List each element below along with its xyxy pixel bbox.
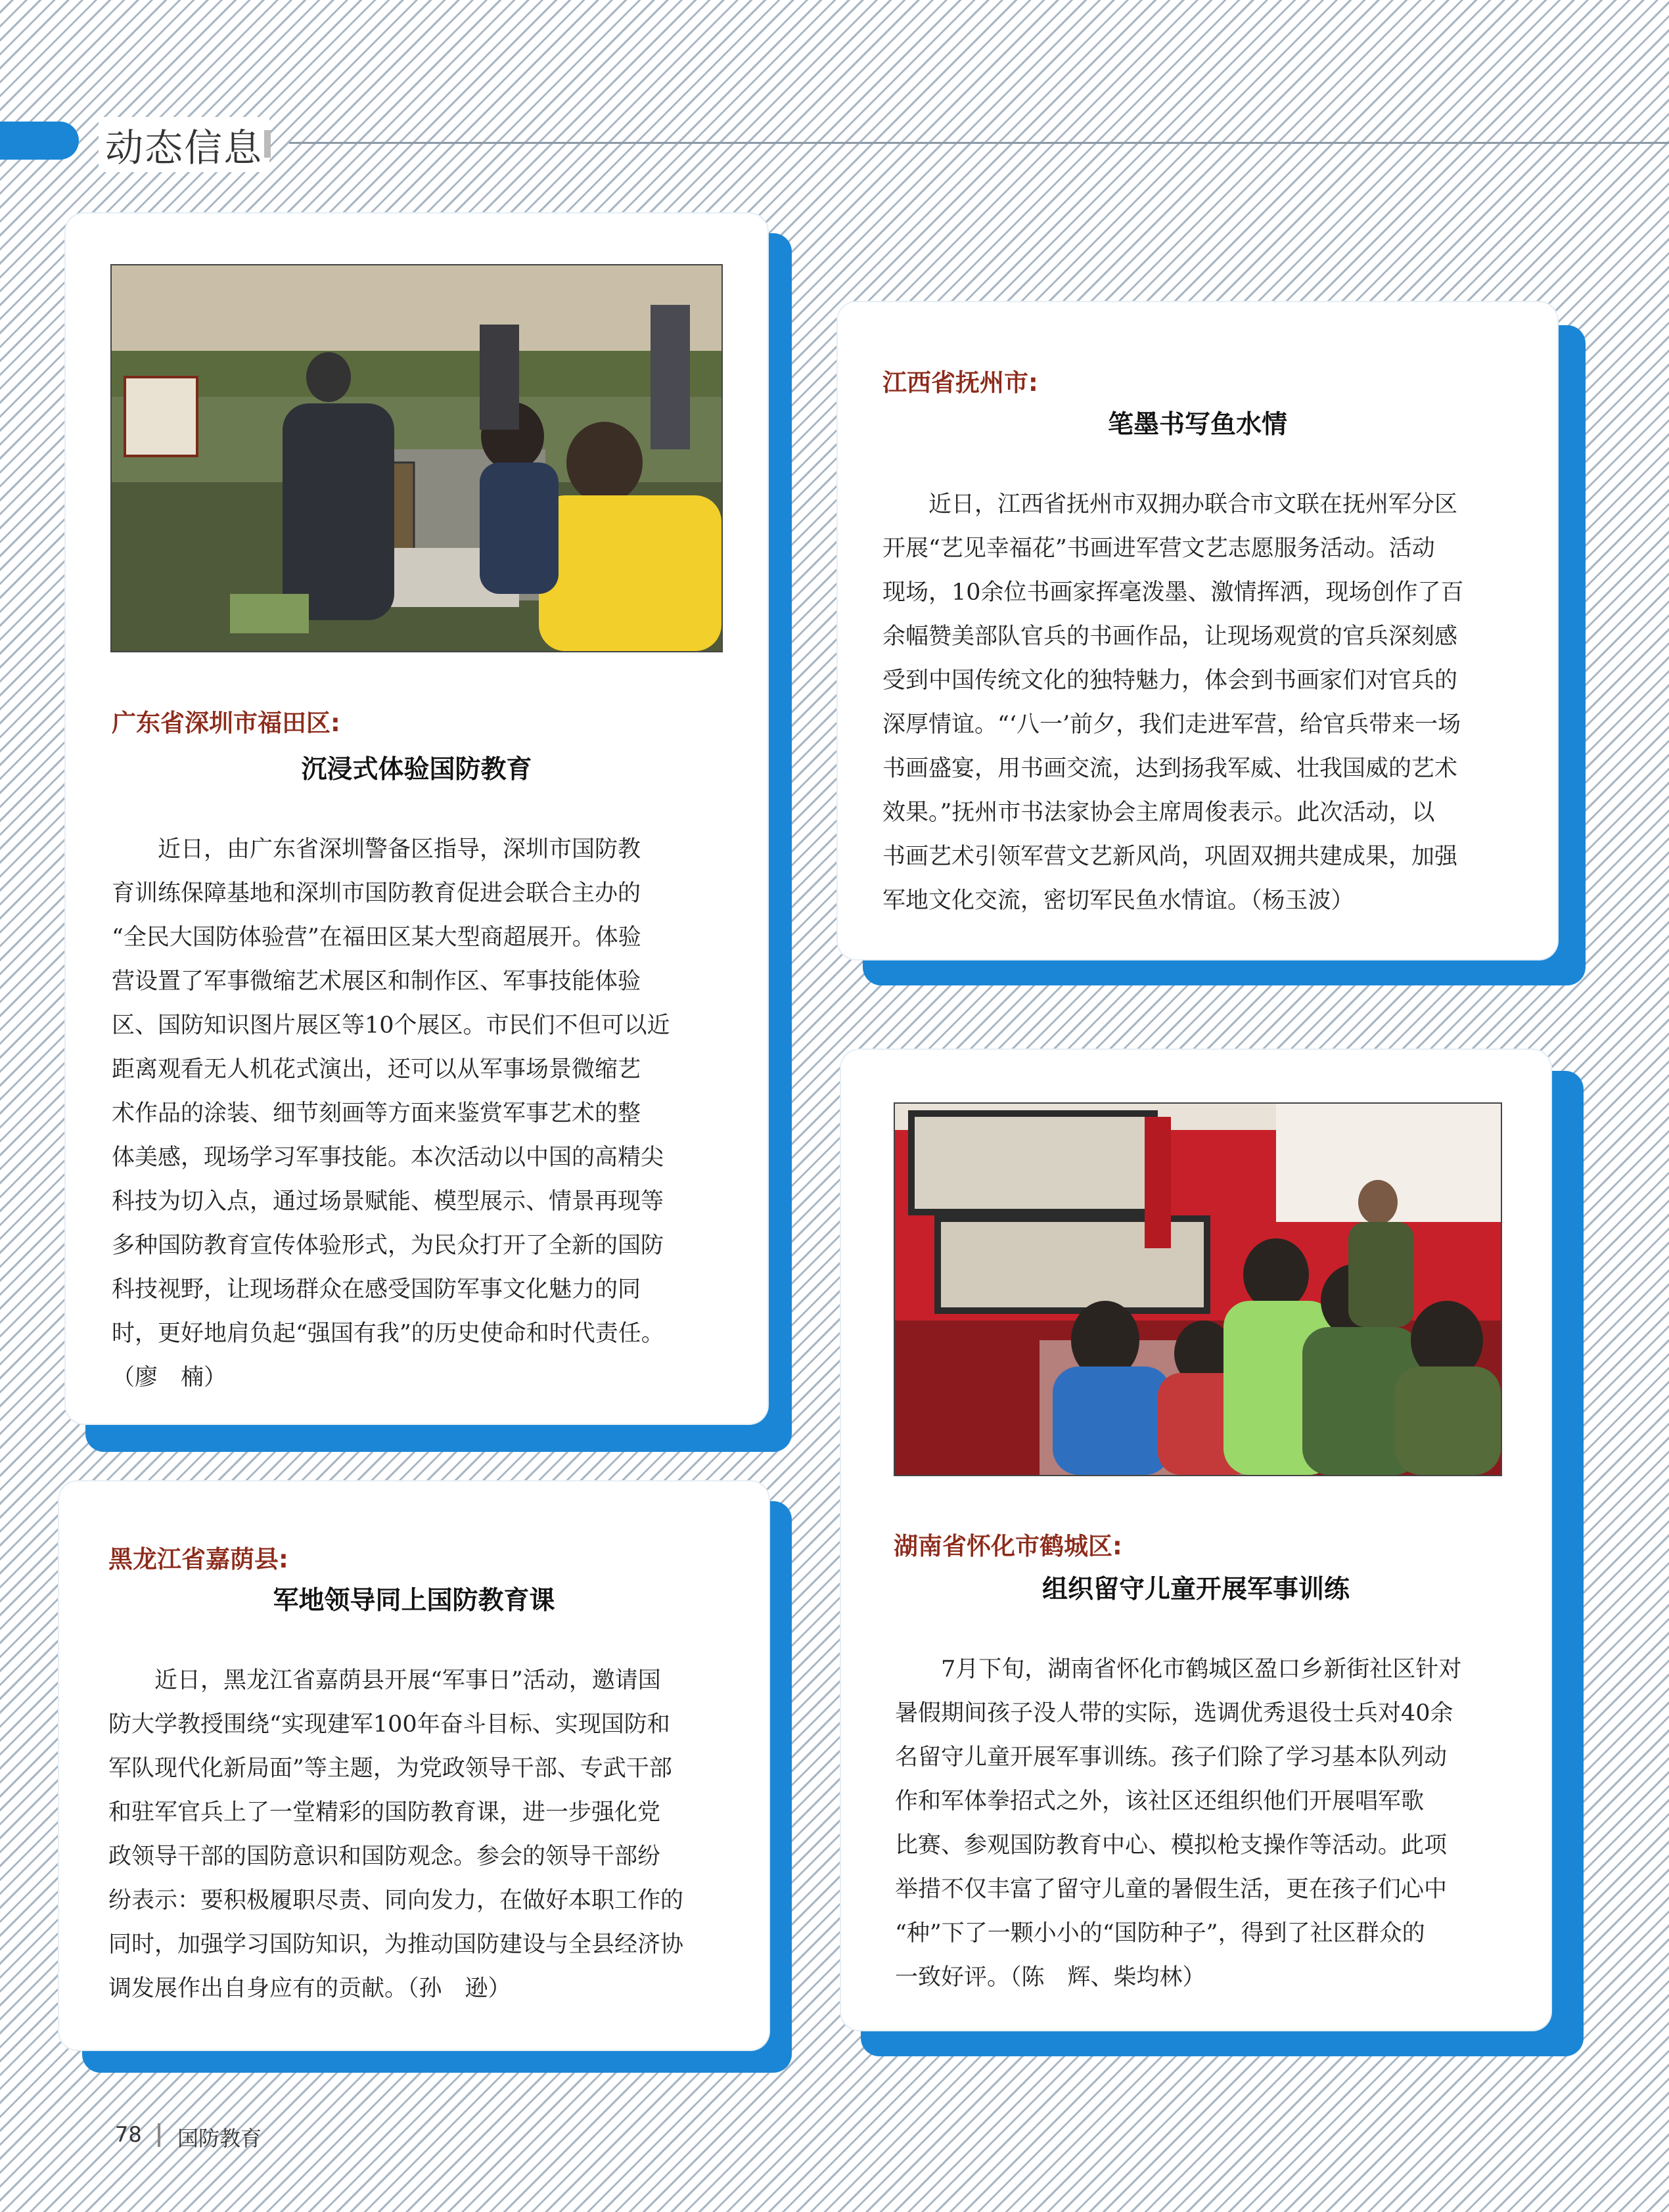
body-line: 举措不仅丰富了留守儿童的暑假生活，更在孩子们心中: [895, 1876, 1448, 1903]
body-line: 效果。”抚州市书法家协会主席周俊表示。此次活动，以: [882, 800, 1435, 826]
body-line: 营设置了军事微缩艺术展区和制作区、军事技能体验: [112, 968, 641, 995]
body-line: 多种国防教育宣传体验形式，为民众打开了全新的国防: [112, 1232, 664, 1259]
body-line: 作和军体拳招式之外，该社区还组织他们开展唱军歌: [895, 1788, 1425, 1815]
article-headline: 军地领导同上国防教育课: [273, 1586, 555, 1615]
photo-illustration: [895, 1104, 1501, 1475]
body-line: 名留守儿童开展军事训练。孩子们除了学习基本队列动: [895, 1744, 1448, 1771]
body-line: 和驻军官兵上了一堂精彩的国防教育课，进一步强化党: [108, 1799, 661, 1826]
body-line: 区、国防知识图片展区等10个展区。市民们不但可以近: [112, 1012, 670, 1039]
article-byline: （廖 楠）: [112, 1365, 227, 1391]
article-body: [112, 828, 723, 1400]
body-line: 书画艺术引领军营文艺新风尚，巩固双拥共建成果，加强: [882, 844, 1458, 870]
body-line: 体美感，现场学习军事技能。本次活动以中国的高精尖: [112, 1144, 664, 1171]
article-body: [882, 483, 1517, 923]
body-line: 开展“艺见幸福花”书画进军营文艺志愿服务活动。活动: [882, 535, 1435, 562]
body-line: 7月下旬，湖南省怀化市鹤城区盈口乡新街社区针对: [895, 1656, 1462, 1682]
body-line: “种”下了一颗小小的“国防种子”，得到了社区群众的: [895, 1920, 1425, 1947]
body-line: 近日，江西省抚州市双拥办联合市文联在抚州军分区: [882, 491, 1458, 518]
body-line: 受到中国传统文化的独特魅力，体会到书画家们对官兵的: [882, 667, 1458, 694]
body-line: 防大学教授围绕“实现建军100年奋斗目标、实现国防和: [108, 1711, 670, 1738]
body-line: 近日，黑龙江省嘉荫县开展“军事日”活动，邀请国: [108, 1667, 661, 1694]
title-divider: [264, 130, 271, 158]
article-headline: 笔墨书写鱼水情: [1107, 410, 1287, 440]
footer-divider: [158, 2123, 160, 2147]
body-line: 纷表示：要积极履职尽责、同向发力，在做好本职工作的: [108, 1887, 684, 1914]
body-line: 余幅赞美部队官兵的书画作品，让现场观赏的官兵深刻感: [882, 623, 1458, 650]
body-line: 近日，由广东省深圳警备区指导，深圳市国防教: [112, 836, 641, 863]
article-body: [895, 1648, 1503, 2000]
header-rule: [289, 142, 1669, 144]
body-line: 军队现代化新局面”等主题，为党政领导干部、专武干部: [108, 1755, 672, 1782]
body-line: 科技视野，让现场群众在感受国防军事文化魅力的同: [112, 1276, 641, 1303]
section-header-bar: [0, 122, 79, 160]
body-line: 比赛、参观国防教育中心、模拟枪支操作等活动。此项: [895, 1832, 1448, 1859]
body-line: 暑假期间孩子没人带的实际，选调优秀退役士兵对40余: [895, 1700, 1453, 1727]
body-line: 深厚情谊。“‘八一’前夕，我们走进军营，给官兵带来一场: [882, 711, 1461, 738]
body-line: 政领导干部的国防意识和国防观念。参会的领导干部纷: [108, 1843, 661, 1870]
body-line: 一致好评。（陈 辉、柴均林）: [895, 1964, 1206, 1991]
photo-children-military-museum: [894, 1102, 1502, 1476]
magazine-name: 国防教育: [177, 2126, 262, 2151]
article-card-hunan: [841, 1050, 1551, 2030]
article-location: 黑龙江省嘉荫县:: [108, 1545, 288, 1573]
article-location: 广东省深圳市福田区:: [112, 709, 340, 737]
body-line: 距离观看无人机花式演出，还可以从军事场景微缩艺: [112, 1056, 641, 1083]
article-card-heilongjiang: [59, 1481, 769, 2050]
page-number: 78: [115, 2122, 142, 2147]
photo-illustration: [112, 265, 721, 651]
body-line: 育训练保障基地和深圳市国防教育促进会联合主办的: [112, 880, 641, 907]
section-title: 动态信息: [99, 117, 269, 172]
body-line: 书画盛宴，用书画交流，达到扬我军威、壮我国威的艺术: [882, 756, 1458, 782]
body-line: 同时，加强学习国防知识，为推动国防建设与全县经济协: [108, 1931, 684, 1958]
body-line: 调发展作出自身应有的贡献。（孙 逊）: [108, 1975, 511, 2002]
body-line: 现场，10余位书画家挥毫泼墨、激情挥洒，现场创作了百: [882, 579, 1464, 606]
article-card-guangdong: [66, 214, 767, 1424]
body-line: 科技为切入点，通过场景赋能、模型展示、情景再现等: [112, 1188, 664, 1215]
article-card-jiangxi: [838, 302, 1557, 959]
body-line: 术作品的涂装、细节刻画等方面来鉴赏军事艺术的整: [112, 1100, 641, 1127]
article-headline: 沉浸式体验国防教育: [301, 755, 532, 784]
photo-military-models-exhibit: [110, 264, 723, 652]
article-location: 江西省抚州市:: [882, 369, 1038, 397]
article-location: 湖南省怀化市鹤城区:: [894, 1532, 1122, 1560]
article-headline: 组织留守儿童开展军事训练: [1041, 1575, 1350, 1604]
body-line: “全民大国防体验营”在福田区某大型商超展开。体验: [112, 924, 641, 951]
article-body: [108, 1659, 723, 2011]
body-line: 军地文化交流，密切军民鱼水情谊。（杨玉波）: [882, 888, 1354, 914]
body-line: 时，更好地肩负起“强国有我”的历史使命和时代责任。: [112, 1320, 664, 1347]
